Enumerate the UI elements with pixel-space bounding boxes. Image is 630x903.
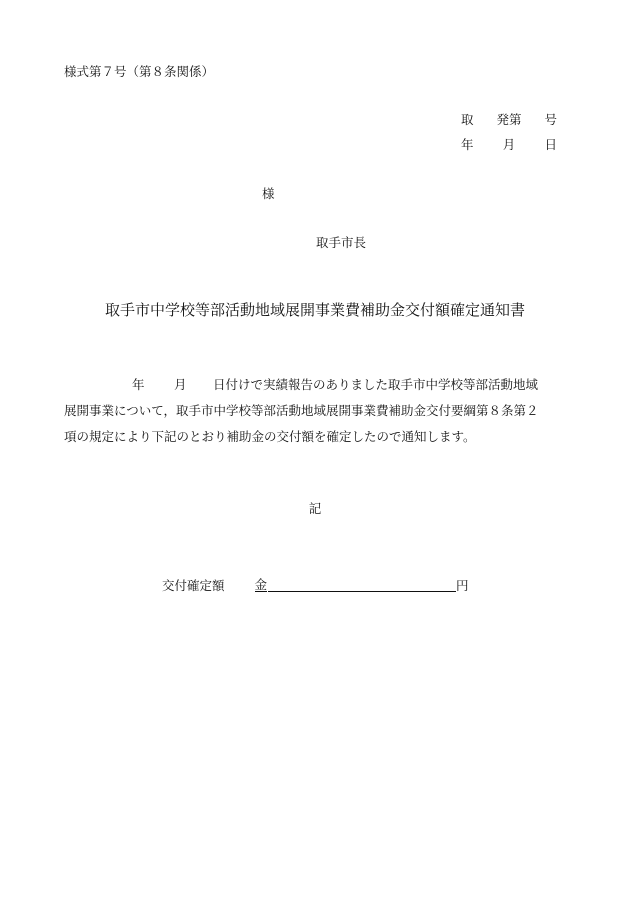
amount-suffix: 円 <box>456 577 469 593</box>
form-number: 様式第７号（第８条関係） <box>64 64 215 79</box>
body-date-month: 月 <box>174 377 187 392</box>
body-line-3 <box>64 431 570 457</box>
doc-date-day: 日 <box>544 137 557 152</box>
body-line-1-text: 日付けで実績報告のありました取手市中学校等部活動地域 <box>213 377 539 392</box>
sender-name: 取手市長 <box>316 235 367 250</box>
document-date <box>461 139 557 152</box>
amount-prefix: 金 <box>254 576 268 592</box>
body-line-1 <box>64 379 570 405</box>
ki-marker: 記 <box>308 501 322 516</box>
amount-label: 交付確定額 <box>162 577 225 593</box>
document-title: 取手市中学校等部活動地域展開事業費補助金交付額確定通知書 <box>104 301 525 319</box>
doc-number-suffix: 号 <box>544 112 557 127</box>
doc-number-mid: 発第 <box>496 112 522 127</box>
body-line-3-text: 項の規定により下記のとおり補助金の交付額を確定したので通知します。 <box>64 429 476 444</box>
addressee-honorific: 様 <box>262 186 275 201</box>
doc-date-year: 年 <box>461 137 474 152</box>
amount-blank-field[interactable] <box>268 578 456 592</box>
body-date-year: 年 <box>132 377 145 392</box>
body-text <box>64 379 570 457</box>
doc-number-prefix: 取 <box>461 112 474 127</box>
document-number <box>461 114 557 127</box>
amount-row <box>162 578 469 592</box>
body-line-2 <box>64 405 570 431</box>
body-line-2-text: 展開事業について，取手市中学校等部活動地域展開事業費補助金交付要綱第８条第２ <box>64 403 539 418</box>
doc-date-month: 月 <box>502 137 516 152</box>
